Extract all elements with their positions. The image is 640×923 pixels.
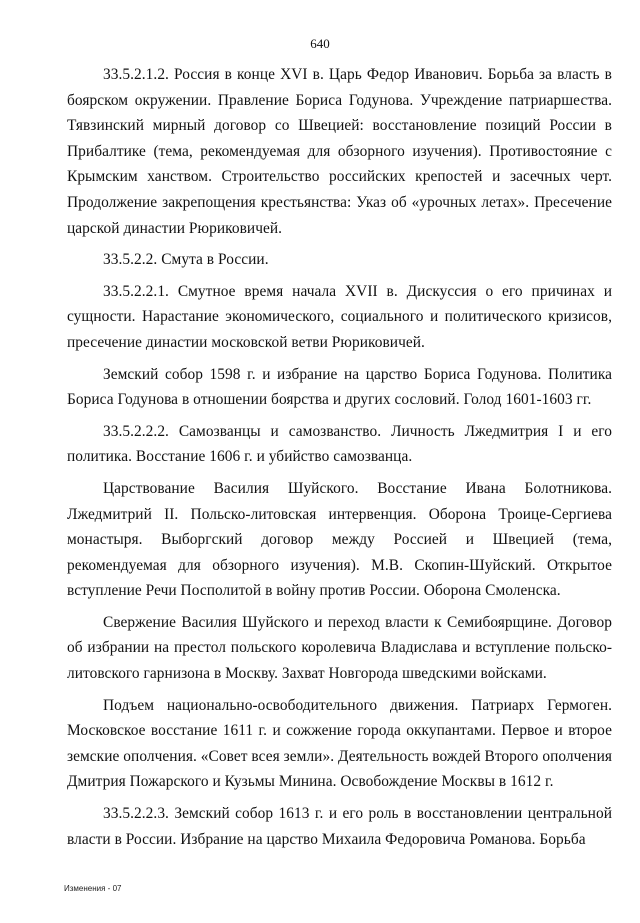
paragraph-4: Земский собор 1598 г. и избрание на царство Бориса Годунова. Политика Бориса Годунова в отношении боярства и других сословий. Голод 1601-1603 гг. <box>67 365 612 409</box>
footer-note: Изменения - 07 <box>64 884 122 893</box>
paragraph-3: 33.5.2.2.1. Смутное время начала XVII в. Дискуссия о его причинах и сущности. Нарастание экономического, социального и политического кризисов, пресечение династии московской ветви Рюриковичей. <box>67 282 612 351</box>
paragraph-9: 33.5.2.2.3. Земский собор 1613 г. и его роль в восстановлении центральной власти в России. Избрание на царство Михаила Федоровича Романова. Борьба <box>67 805 612 848</box>
page-number: 640 <box>310 36 330 51</box>
paragraph-5: 33.5.2.2.2. Самозванцы и самозванство. Личность Лжедмитрия I и его политика. Восстание 1606 г. и убийство самозванца. <box>67 422 612 466</box>
paragraph-6: Царствование Василия Шуйского. Восстание Ивана Болотникова. Лжедмитрий II. Польско-литовская интервенция. Оборона Троице-Сергиева монастыря. Выборгский договор между Россией и Швецией (тема, рекомендуемая для обзорного изучения). М.В. Скопин-Шуйский. Открытое вступление Речи Посполитой в войну против России. Оборона Смоленска. <box>67 479 612 600</box>
paragraph-7: Свержение Василия Шуйского и переход власти к Семибоярщине. Договор об избрании на престол польского королевича Владислава и вступление польско-литовского гарнизона в Москву. Захват Новгорода шведскими войсками. <box>67 613 612 683</box>
paragraph-1: 33.5.2.1.2. Россия в конце XVI в. Царь Федор Иванович. Борьба за власть в боярском окружении. Правление Бориса Годунова. Учреждение патриаршества. Тявзинский мирный договор со Швецией: восстановление позиций России в Прибалтике (тема, рекомендуемая для обзорного изучения). Противостояние с Крымским ханством. Строительство российских крепостей и засечных черт. Продолжение закрепощения крестьянства: Указ об «урочных летах». Пресечение царской династии Рюриковичей. <box>67 66 612 237</box>
paragraph-2: 33.5.2.2. Смута в России. <box>103 251 269 269</box>
paragraph-8: Подъем национально-освободительного движения. Патриарх Гермоген. Московское восстание 1611 г. и сожжение города оккупантами. Первое и второе земские ополчения. «Совет всея земли». Деятельность вождей Второго ополчения Дмитрия Пожарского и Кузьмы Минина. Освобождение Москвы в 1612 г. <box>67 696 612 791</box>
document-body <box>67 62 612 858</box>
